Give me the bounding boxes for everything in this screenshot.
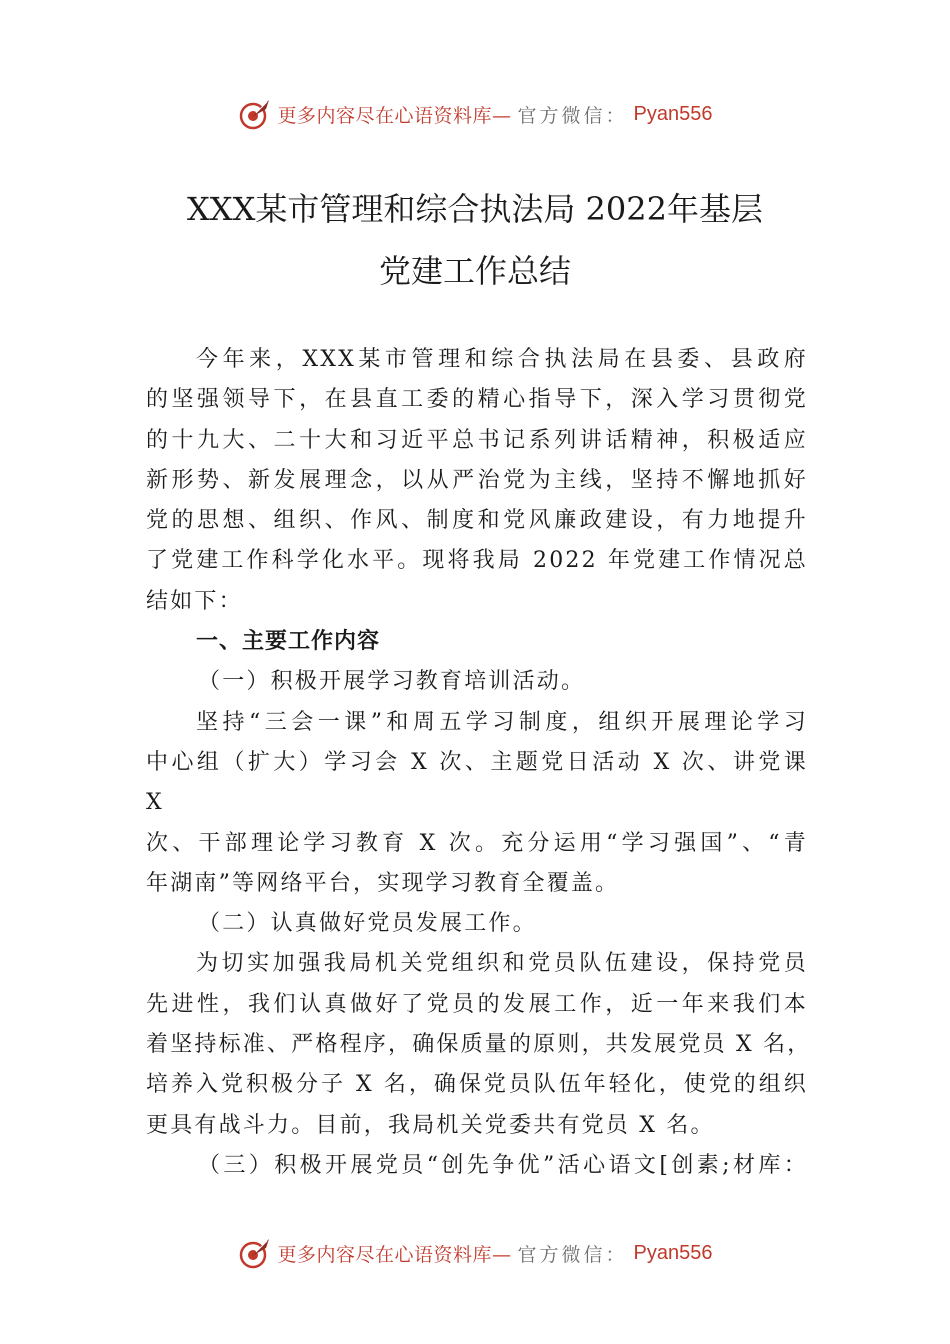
paragraph-line: 次、干部理论学习教育 X 次。充分运用“学习强国”、“青 (146, 830, 808, 856)
paragraph-line: 为切实加强我局机关党组织和党员队伍建设，保持党员 (196, 951, 808, 977)
watermark-site-text: 更多内容尽在心语资料库— (277, 1243, 512, 1266)
document-title (60, 178, 890, 302)
paragraph-line: 党的思想、组织、作风、制度和党风廉政建设，有力地提升 (146, 508, 808, 534)
paragraph-line: 的坚强领导下，在县直工委的精心指导下，深入学习贯彻党 (146, 387, 808, 413)
title-line-2: 党建工作总结 (378, 252, 571, 290)
subsection-heading: （三）积极开展党员“创先争优”活心语文[创素;材库： (198, 1152, 808, 1178)
paragraph-line: 新形势、新发展理念，以从严治党为主线，坚持不懈地抓好 (146, 467, 808, 493)
paragraph-line: 今年来，XXX某市管理和综合执法局在县委、县政府 (196, 347, 808, 372)
subsection-heading: （二）认真做好党员发展工作。 (198, 911, 537, 937)
watermark-wechat-label: 官方微信： (517, 1243, 628, 1266)
section-heading: 一、主要工作内容 (196, 629, 381, 655)
paragraph-line: 坚持“三会一课”和周五学习制度，组织开展理论学习 (196, 709, 808, 735)
watermark-wechat-id: Pyan556 (633, 1241, 713, 1264)
paragraph-line: 中心组（扩大）学习会 X 次、主题党日活动 X 次、讲党课 (146, 749, 808, 775)
paragraph-line: X (146, 790, 164, 816)
watermark-site-text: 更多内容尽在心语资料库— (277, 104, 512, 127)
watermark-top (0, 94, 950, 134)
watermark-wechat-id: Pyan556 (633, 102, 713, 125)
title-line-1: XXX某市管理和综合执法局 2022年基层 (187, 190, 763, 228)
paragraph-line: 了党建工作科学化水平。现将我局 2022 年党建工作情况总 (146, 548, 808, 574)
paragraph-line: 培养入党积极分子 X 名，确保党员队伍年轻化，使党的组织 (146, 1072, 808, 1098)
paragraph-line: 更具有战斗力。目前，我局机关党委共有党员 X 名。 (146, 1112, 715, 1138)
watermark-wechat-label: 官方微信： (517, 104, 628, 127)
paragraph-line: 的十九大、二十大和习近平总书记系列讲话精神，积极适应 (146, 427, 808, 453)
quill-logo-icon (238, 97, 272, 131)
document-body (146, 340, 812, 1186)
watermark-bottom (0, 1233, 950, 1273)
paragraph-line: 结如下： (146, 588, 243, 614)
paragraph-line: 先进性，我们认真做好了党员的发展工作，近一年来我们本 (146, 991, 808, 1017)
quill-logo-icon (238, 1236, 272, 1270)
subsection-heading: （一）积极开展学习教育培训活动。 (198, 669, 586, 695)
paragraph-line: 着坚持标准、严格程序，确保质量的原则，共发展党员 X 名， (146, 1032, 812, 1058)
paragraph-line: 年湖南”等网络平台，实现学习教育全覆盖。 (146, 870, 620, 896)
